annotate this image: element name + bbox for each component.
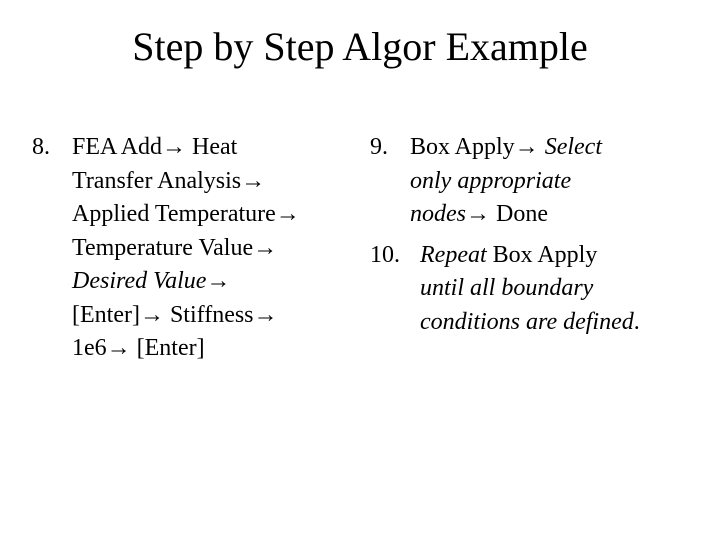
item-8-line-5: Desired Value→	[72, 268, 231, 294]
item-9-line-3-italic: nodes	[410, 201, 466, 227]
list-item-9	[370, 131, 700, 232]
item-10-line-1-italic: Repeat	[420, 241, 487, 268]
item-number: 8.	[32, 134, 50, 160]
item-number: 10.	[370, 241, 400, 268]
list-item-8	[32, 131, 352, 366]
item-8-line-1: FEA Add→ Heat	[72, 134, 238, 160]
item-9-line-1-italic: Select	[544, 134, 602, 160]
item-8-line-4: Temperature Value→	[72, 234, 278, 261]
item-8-line-7: 1e6→ [Enter]	[72, 335, 205, 361]
right-column	[370, 131, 700, 339]
item-9-line-1	[410, 131, 700, 165]
item-9-line-3	[410, 198, 700, 232]
list-item-10	[370, 239, 700, 340]
item-number: 9.	[370, 134, 388, 160]
item-10-line-3-plain: .	[633, 308, 640, 335]
left-column	[32, 131, 352, 366]
slide-title: Step by Step Algor Example	[132, 24, 588, 69]
item-9-line-2: only appropriate	[410, 167, 572, 194]
item-10-line-1-plain: Box Apply	[486, 241, 598, 268]
item-10-line-3	[420, 306, 700, 340]
item-10-line-2: until all boundary	[420, 275, 594, 301]
item-9-line-3-plain: → Done	[466, 201, 548, 227]
item-10-line-1	[420, 239, 700, 273]
item-9-line-1-plain: Box Apply→	[410, 134, 545, 160]
item-8-line-2: Transfer Analysis→	[72, 167, 266, 194]
item-8-line-3: Applied Temperature→	[72, 201, 300, 227]
item-8-line-6: [Enter]→ Stiffness→	[72, 301, 278, 328]
item-10-line-3-italic: conditions are defined	[420, 308, 634, 335]
